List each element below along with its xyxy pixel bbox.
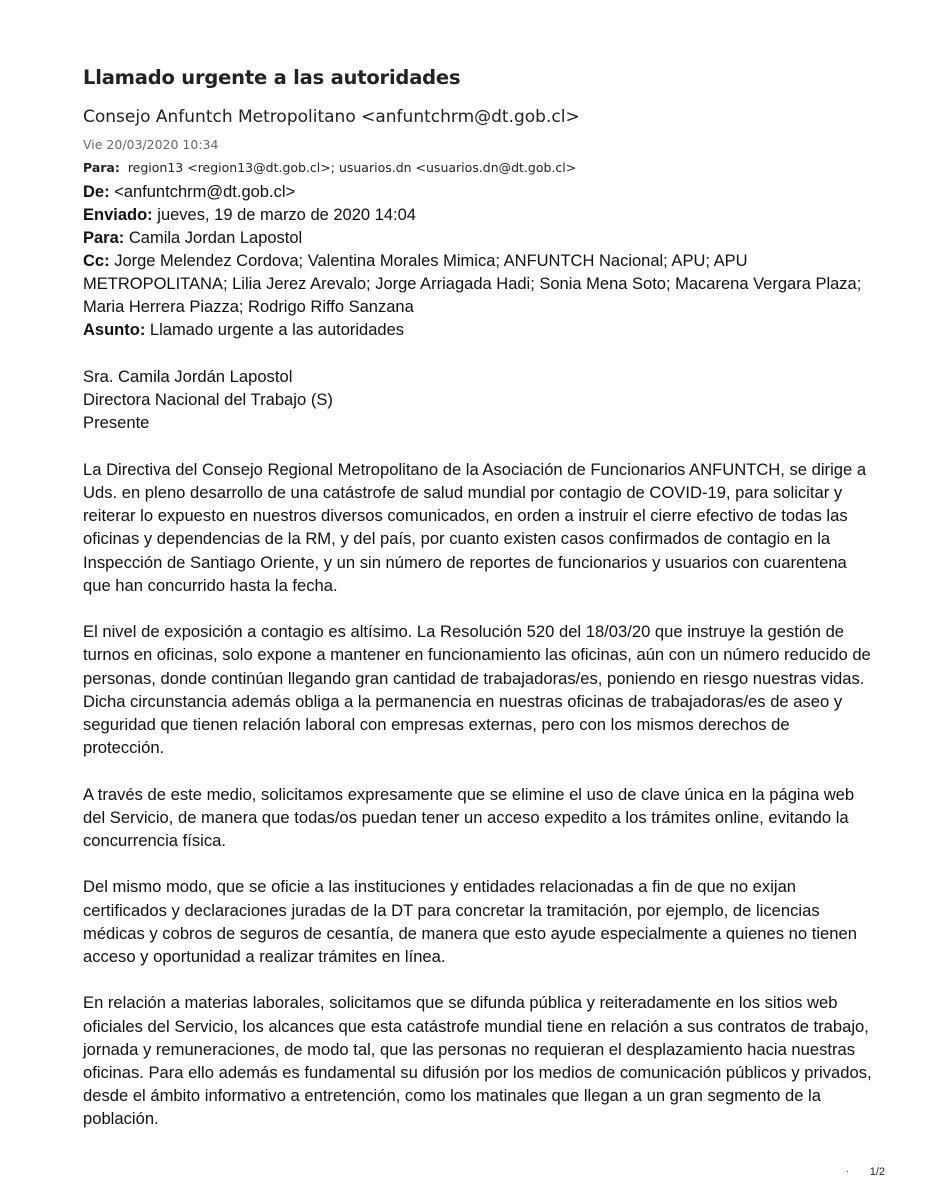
footer-dot: . xyxy=(845,1163,849,1175)
email-recipients xyxy=(83,160,576,175)
forward-to-value: Camila Jordan Lapostol xyxy=(128,229,303,247)
forward-from-label: De: xyxy=(83,183,110,201)
letter-paragraph: A través de este medio, solicitamos expresamente que se elimine el uso de clave única en la página web del Servicio, de manera que todas/os puedan tener un acceso expedito a los trámites online, evitando la concurrencia física. xyxy=(83,784,855,851)
forward-sent-value: jueves, 19 de marzo de 2020 14:04 xyxy=(157,206,416,224)
letter-paragraph: En relación a materias laborales, solicitamos que se difunda pública y reiteradamente en los sitios web oficiales del Servicio, los alcances que esta catástrofe mundial tiene en relación a sus contratos de trabajo, jornada y remuneraciones, de modo tal, que las personas no requieran el desplazamiento hacia nuestras oficinas. Para ello además es fundamental su difusión por los medios de comunicación públicos y privados, desde el ámbito informativo a entretención, como los matinales que llegan a un gran segmento de la población. xyxy=(83,993,872,1129)
forward-subject-row xyxy=(83,319,873,342)
forward-cc-row xyxy=(83,250,873,319)
email-subject: Llamado urgente a las autoridades xyxy=(83,66,461,89)
forward-from-row xyxy=(83,181,873,204)
forward-subject-value: Llamado urgente a las autoridades xyxy=(149,321,405,339)
forward-subject-label: Asunto: xyxy=(83,321,146,339)
page-number: 1/2 xyxy=(869,1166,885,1178)
forward-cc-label: Cc: xyxy=(83,252,110,270)
forward-cc-value: Jorge Melendez Cordova; Valentina Morales Mimica; ANFUNTCH Nacional; APU; APU METROPOLITANA; Lilia Jerez Arevalo; Jorge Arriagada Hadi; Sonia Mena Soto; Macarena Vergara Plaza; Maria Herrera Piazza; Rodrigo Riffo Sanzana xyxy=(83,252,862,316)
letter-paragraph: La Directiva del Consejo Regional Metropolitano de la Asociación de Funcionarios ANFUNTCH, se dirige a Uds. en pleno desarrollo de una catástrofe de salud mundial por contagio de COVID-19, para solicitar y reiterar lo expuesto en nuestros diversos comunicados, en orden a instruir el cierre efectivo de todas las oficinas y dependencias de la RM, y del país, por cuanto existen casos confirmados de contagio en la Inspección de Santiago Oriente, y un sin número de reportes de funcionarios y usuarios con cuarentena que han concurrido hasta la fecha. xyxy=(83,459,867,595)
forwarded-header xyxy=(83,181,873,342)
addressee-block xyxy=(83,365,873,435)
addressee-presente: Presente xyxy=(83,413,150,433)
forward-sent-row xyxy=(83,204,873,227)
letter-body xyxy=(83,365,873,1154)
to-label: Para: xyxy=(83,160,120,175)
letter-paragraph: Del mismo modo, que se oficie a las instituciones y entidades relacionadas a fin de que no exijan certificados y declaraciones juradas de la DT para concretar la tramitación, por ejemplo, de licencias médicas y cobros de seguros de cesantía, de manera que esto ayude especialmente a quienes no tienen acceso y oportunidad a realizar trámites en línea. xyxy=(83,877,857,967)
letter-paragraph: El nivel de exposición a contagio es altísimo. La Resolución 520 del 18/03/20 que instruye la gestión de turnos en oficinas, solo expone a mantener en funcionamiento las oficinas, aún con un número reducido de personas, donde continúan llegando gran cantidad de trabajadoras/es, poniendo en riesgo nuestras vidas. Dicha circunstancia además obliga a la permanencia en nuestras oficinas de trabajadoras/es de aseo y seguridad que tienen relación laboral con empresas externas, pero con los mismos derechos de protección. xyxy=(83,622,871,758)
forward-to-label: Para: xyxy=(83,229,125,247)
forward-from-value: <anfuntchrm@dt.gob.cl> xyxy=(114,183,296,201)
forward-to-row xyxy=(83,227,873,250)
addressee-name: Sra. Camila Jordán Lapostol xyxy=(83,367,293,386)
email-sender: Consejo Anfuntch Metropolitano <anfuntchrm@dt.gob.cl> xyxy=(83,107,580,127)
to-value: region13 <region13@dt.gob.cl>; usuarios.dn <usuarios.dn@dt.gob.cl> xyxy=(127,160,577,175)
addressee-title: Directora Nacional del Trabajo (S) xyxy=(83,390,333,410)
email-date: Vie 20/03/2020 10:34 xyxy=(83,137,219,152)
forward-sent-label: Enviado: xyxy=(83,206,153,224)
